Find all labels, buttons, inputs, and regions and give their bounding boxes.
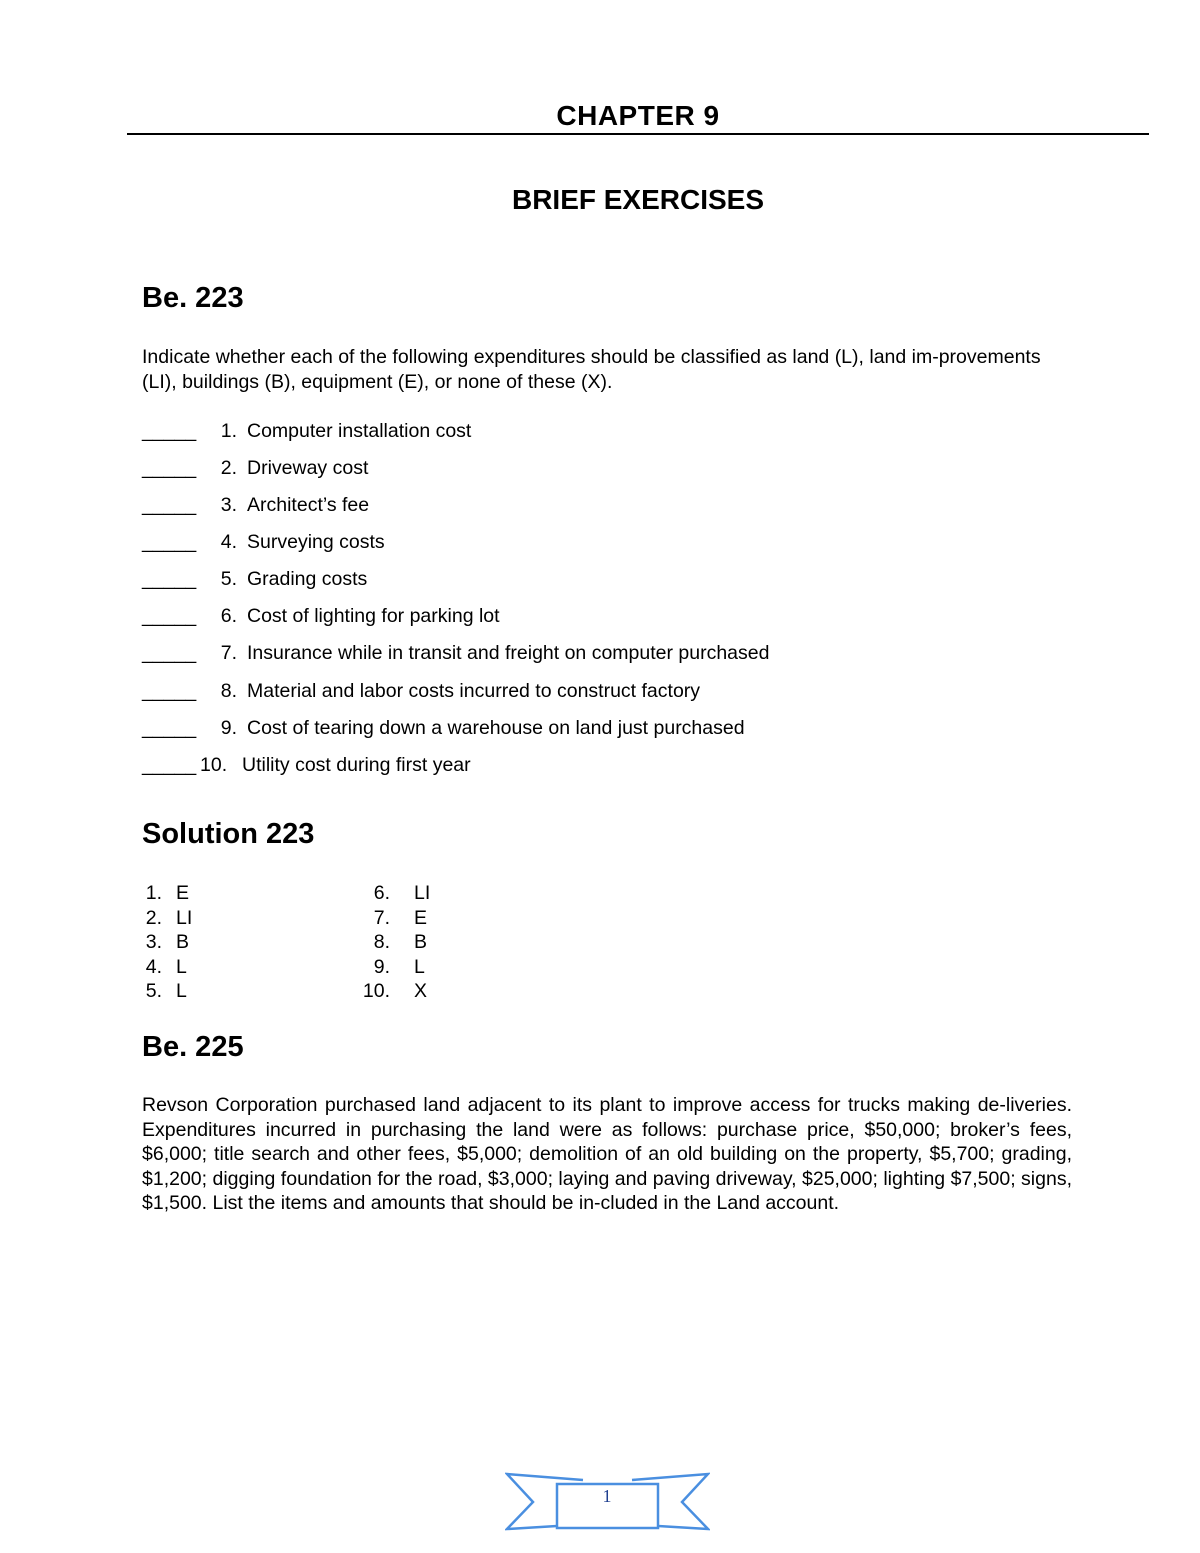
solution-row bbox=[142, 979, 192, 1004]
solution-row bbox=[350, 906, 430, 931]
item-number: 9. bbox=[220, 717, 237, 739]
answer-blank: _____ bbox=[142, 568, 197, 590]
solution-number: 9. bbox=[373, 955, 390, 978]
answer-blank: _____ bbox=[142, 680, 197, 702]
solution-answer: LI bbox=[414, 882, 431, 904]
exercise-item bbox=[142, 567, 367, 591]
solution-column-left bbox=[142, 881, 192, 1004]
item-text: Driveway cost bbox=[247, 457, 369, 479]
solution-answer: B bbox=[414, 931, 428, 954]
item-number: 3. bbox=[220, 494, 237, 516]
solution-number: 6. bbox=[373, 882, 390, 904]
solution-number: 3. bbox=[145, 931, 162, 954]
item-number: 4. bbox=[220, 531, 237, 553]
solution-answer: X bbox=[414, 980, 428, 1003]
answer-blank: _____ bbox=[142, 605, 197, 627]
item-text: Cost of lighting for parking lot bbox=[247, 605, 500, 627]
solution-row bbox=[350, 930, 430, 955]
item-number: 2. bbox=[220, 457, 237, 479]
exercise-heading-be225: Be. 225 bbox=[142, 1031, 244, 1063]
item-text: Insurance while in transit and freight on computer purchased bbox=[247, 642, 770, 664]
solution-answer: E bbox=[176, 882, 190, 904]
answer-blank: _____ bbox=[142, 717, 197, 739]
exercise-item bbox=[142, 716, 745, 740]
exercise-heading-be223: Be. 223 bbox=[142, 282, 244, 314]
answer-blank: _____ bbox=[142, 494, 197, 516]
exercise-item bbox=[142, 530, 385, 554]
solution-number: 8. bbox=[373, 931, 390, 954]
item-number: 6. bbox=[220, 605, 237, 627]
solution-row bbox=[142, 930, 192, 955]
item-text: Grading costs bbox=[247, 568, 368, 590]
answer-blank: _____ bbox=[142, 420, 197, 442]
item-text: Architect’s fee bbox=[247, 494, 370, 516]
exercise-item bbox=[142, 456, 368, 480]
chapter-divider bbox=[127, 133, 1149, 135]
solution-row bbox=[350, 881, 430, 906]
page-number: 1 bbox=[602, 1486, 612, 1506]
chapter-title: CHAPTER 9 bbox=[556, 100, 720, 131]
item-number: 1. bbox=[220, 420, 237, 442]
item-text: Material and labor costs incurred to construct factory bbox=[247, 680, 701, 702]
item-text: Computer installation cost bbox=[247, 420, 472, 442]
exercise-item bbox=[142, 419, 471, 443]
solution-answer: L bbox=[176, 980, 187, 1003]
answer-blank: _____ bbox=[142, 531, 197, 553]
exercise-item bbox=[142, 493, 369, 517]
solution-row bbox=[350, 979, 430, 1004]
item-number: 8. bbox=[220, 680, 237, 702]
exercise-item bbox=[142, 641, 769, 665]
item-number: 7. bbox=[220, 642, 237, 664]
solution-row bbox=[350, 955, 430, 980]
exercise-item bbox=[142, 679, 700, 703]
solution-number: 1. bbox=[145, 882, 162, 904]
section-title: BRIEF EXERCISES bbox=[511, 184, 765, 215]
answer-blank: _____ bbox=[142, 457, 197, 479]
solution-answer: LI bbox=[176, 906, 193, 929]
solution-row bbox=[142, 955, 192, 980]
solution-row bbox=[142, 906, 192, 931]
solution-number: 7. bbox=[373, 906, 390, 929]
solution-heading: Solution 223 bbox=[142, 818, 315, 850]
item-number: 5. bbox=[220, 568, 237, 590]
exercise-body: Revson Corporation purchased land adjacent to its plant to improve access for trucks making de-liveries. Expenditures incurred in purchasing the land were as follows: purchase price, $50,000; broker’s fees, $6,000; title search and other fees, $5,000; demolition of an old building on the property, $5,700; grading, $1,200; digging foundation for the road, $3,000; laying and paving driveway, $25,000; lighting $7,500; signs, $1,500. List the items and amounts that should be in-cluded in the Land account. bbox=[142, 1094, 1072, 1214]
item-number: 10. bbox=[200, 754, 228, 776]
solution-answer: L bbox=[414, 955, 425, 978]
answer-blank: _____ bbox=[142, 642, 197, 664]
exercise-item bbox=[142, 753, 471, 777]
answer-blank: _____ bbox=[142, 754, 197, 776]
solution-answer: E bbox=[414, 906, 428, 929]
solution-row bbox=[142, 881, 192, 906]
solution-number: 10. bbox=[362, 980, 390, 1003]
item-text: Cost of tearing down a warehouse on land just purchased bbox=[247, 717, 745, 739]
solution-number: 2. bbox=[145, 906, 162, 929]
item-text: Utility cost during first year bbox=[242, 754, 471, 776]
solution-number: 4. bbox=[145, 955, 162, 978]
exercise-item bbox=[142, 604, 500, 628]
exercise-instructions: Indicate whether each of the following expenditures should be classified as land (L), land im-provements (LI), buildings (B), equipment (E), or none of these (X). bbox=[142, 346, 1041, 393]
solution-answer: L bbox=[176, 955, 187, 978]
solution-number: 5. bbox=[145, 980, 162, 1003]
solution-answer: B bbox=[176, 931, 190, 954]
solution-column-right bbox=[350, 881, 430, 1004]
item-text: Surveying costs bbox=[247, 531, 385, 553]
